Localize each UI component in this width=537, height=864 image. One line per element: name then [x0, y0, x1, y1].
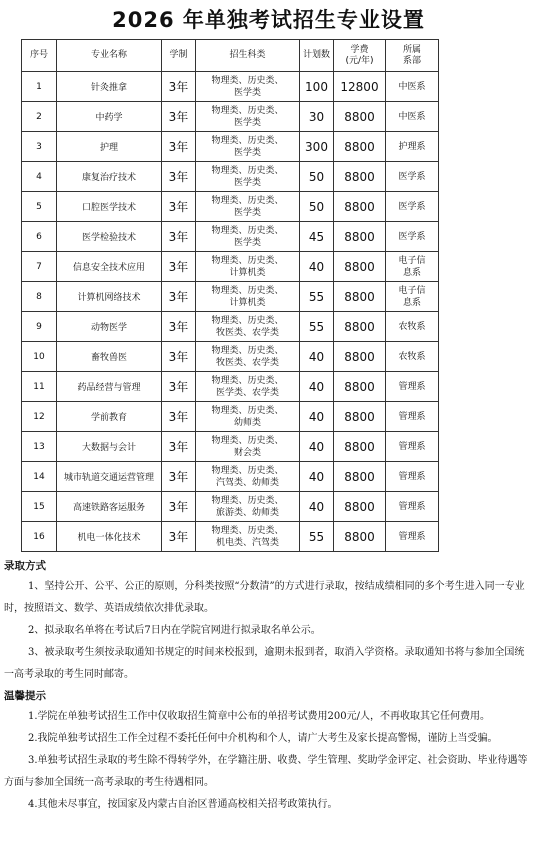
- tips-list: [4, 706, 532, 816]
- department-line: 管理系: [398, 411, 426, 422]
- subject-categories-line: 医学类: [233, 147, 261, 158]
- tip-item: 1.学院在单独考试招生工作中仅收取招生简章中公布的单招考试费用200元/人，不再收取其它任何费用。: [28, 711, 490, 722]
- header-dept-line1: 所属: [402, 44, 421, 55]
- plan-count: 50: [300, 162, 334, 192]
- department-line: 医学系: [398, 231, 426, 242]
- duration: 3年: [162, 312, 196, 342]
- major-name: 护理: [57, 132, 162, 162]
- subject-categories: [196, 162, 300, 192]
- subject-categories-line: 物理类、历史类、: [211, 165, 284, 176]
- subject-categories: [196, 222, 300, 252]
- subject-categories-line: 幼师类: [233, 417, 261, 428]
- subject-categories-line: 医学类: [233, 177, 261, 188]
- department: [386, 252, 439, 282]
- department-line: 中医系: [398, 81, 426, 92]
- department-line: 农牧系: [398, 321, 426, 332]
- subject-categories: [196, 312, 300, 342]
- admission-item: 3、被录取考生须按录取通知书规定的时间来校报到，逾期未报到者，取消入学资格。录取通知书将与参加全国统一高考录取的考生同时邮寄。: [4, 647, 525, 680]
- duration: 3年: [162, 222, 196, 252]
- subject-categories: [196, 432, 300, 462]
- table-row: [22, 492, 439, 522]
- major-name: 药品经营与管理: [57, 372, 162, 402]
- subject-categories: [196, 252, 300, 282]
- department: [386, 132, 439, 162]
- plan-count: 40: [300, 462, 334, 492]
- admission-item: 1、坚持公开、公平、公正的原则，分科类按照“分数清”的方式进行录取，按结成绩相同的多个考生进入同一专业时，按照语文、数学、英语成绩依次排优录取。: [4, 581, 525, 614]
- duration: 3年: [162, 282, 196, 312]
- header-dept-line2: 系部: [402, 55, 421, 66]
- duration: 3年: [162, 372, 196, 402]
- tip-item: 2.我院单独考试招生工作全过程不委托任何中介机构和个人，请广大考生及家长提高警惕，谨防上当受骗。: [28, 733, 498, 744]
- department: [386, 402, 439, 432]
- table-row: [22, 282, 439, 312]
- tuition-fee: 8800: [334, 372, 386, 402]
- table-row: [22, 462, 439, 492]
- row-number: 12: [22, 402, 57, 432]
- plan-count: 30: [300, 102, 334, 132]
- tuition-fee: 12800: [334, 72, 386, 102]
- subject-categories-line: 物理类、历史类、: [211, 135, 284, 146]
- table-header-row: [22, 40, 439, 72]
- major-name: 动物医学: [57, 312, 162, 342]
- duration: 3年: [162, 402, 196, 432]
- department-line: 医学系: [398, 201, 426, 212]
- subject-categories-line: 物理类、历史类、: [211, 225, 284, 236]
- tuition-fee: 8800: [334, 522, 386, 552]
- department-line: 护理系: [398, 141, 426, 152]
- major-name: 计算机网络技术: [57, 282, 162, 312]
- department: [386, 342, 439, 372]
- department-line: 管理系: [398, 441, 426, 452]
- subject-categories-line: 旅游类、幼师类: [215, 507, 279, 518]
- row-number: 9: [22, 312, 57, 342]
- department-line: 中医系: [398, 111, 426, 122]
- department-line: 医学系: [398, 171, 426, 182]
- admission-heading: 录取方式: [4, 560, 46, 572]
- plan-count: 40: [300, 252, 334, 282]
- table-row: [22, 432, 439, 462]
- table-row: [22, 402, 439, 432]
- tuition-fee: 8800: [334, 162, 386, 192]
- tuition-fee: 8800: [334, 102, 386, 132]
- row-number: 10: [22, 342, 57, 372]
- tuition-fee: 8800: [334, 402, 386, 432]
- table-row: [22, 372, 439, 402]
- department-line: 管理系: [398, 501, 426, 512]
- duration: 3年: [162, 192, 196, 222]
- major-name: 城市轨道交通运营管理: [57, 462, 162, 492]
- row-number: 13: [22, 432, 57, 462]
- subject-categories-line: 物理类、历史类、: [211, 105, 284, 116]
- subject-categories: [196, 402, 300, 432]
- duration: 3年: [162, 492, 196, 522]
- department: [386, 162, 439, 192]
- row-number: 5: [22, 192, 57, 222]
- plan-count: 40: [300, 372, 334, 402]
- subject-categories: [196, 462, 300, 492]
- table-row: [22, 102, 439, 132]
- table-row: [22, 72, 439, 102]
- subject-categories-line: 医学类: [233, 117, 261, 128]
- table-row: [22, 192, 439, 222]
- major-name: 康复治疗技术: [57, 162, 162, 192]
- department: [386, 492, 439, 522]
- major-name: 针灸推拿: [57, 72, 162, 102]
- subject-categories-line: 物理类、历史类、: [211, 465, 284, 476]
- tuition-fee: 8800: [334, 342, 386, 372]
- department: [386, 192, 439, 222]
- tuition-fee: 8800: [334, 252, 386, 282]
- duration: 3年: [162, 102, 196, 132]
- subject-categories-line: 物理类、历史类、: [211, 75, 284, 86]
- subject-categories-line: 物理类、历史类、: [211, 345, 284, 356]
- tuition-fee: 8800: [334, 132, 386, 162]
- department: [386, 462, 439, 492]
- duration: 3年: [162, 72, 196, 102]
- plan-count: 40: [300, 402, 334, 432]
- table-row: [22, 222, 439, 252]
- department: [386, 312, 439, 342]
- subject-categories-line: 医学类: [233, 87, 261, 98]
- header-subjects: 招生科类: [196, 40, 300, 72]
- row-number: 7: [22, 252, 57, 282]
- plan-count: 40: [300, 492, 334, 522]
- subject-categories: [196, 342, 300, 372]
- header-fee: [334, 40, 386, 72]
- subject-categories-line: 物理类、历史类、: [211, 285, 284, 296]
- duration: 3年: [162, 462, 196, 492]
- table-row: [22, 132, 439, 162]
- plan-count: 40: [300, 342, 334, 372]
- subject-categories-line: 计算机类: [229, 297, 266, 308]
- department: [386, 372, 439, 402]
- plan-count: 55: [300, 522, 334, 552]
- subject-categories-line: 物理类、历史类、: [211, 255, 284, 266]
- plan-count: 55: [300, 312, 334, 342]
- department-line: 管理系: [398, 471, 426, 482]
- department: [386, 522, 439, 552]
- table-row: [22, 522, 439, 552]
- tip-item: 4.其他未尽事宜，按国家及内蒙古自治区普通高校相关招考政策执行。: [28, 799, 338, 810]
- department-line: 管理系: [398, 381, 426, 392]
- plan-count: 50: [300, 192, 334, 222]
- duration: 3年: [162, 132, 196, 162]
- subject-categories: [196, 282, 300, 312]
- major-name: 中药学: [57, 102, 162, 132]
- tuition-fee: 8800: [334, 432, 386, 462]
- subject-categories-line: 物理类、历史类、: [211, 405, 284, 416]
- tip-item: 3.单独考试招生录取的考生除不得转学外，在学籍注册、收费、学生管理、奖助学金评定、社会资助、毕业待遇等方面与参加全国统一高考录取的考生待遇相同。: [4, 755, 528, 788]
- plan-count: 100: [300, 72, 334, 102]
- header-plan: 计划数: [300, 40, 334, 72]
- plan-count: 300: [300, 132, 334, 162]
- duration: 3年: [162, 522, 196, 552]
- department: [386, 102, 439, 132]
- subject-categories: [196, 372, 300, 402]
- subject-categories-line: 计算机类: [229, 267, 266, 278]
- row-number: 3: [22, 132, 57, 162]
- tuition-fee: 8800: [334, 312, 386, 342]
- major-name: 畜牧兽医: [57, 342, 162, 372]
- table-row: [22, 312, 439, 342]
- table-row: [22, 342, 439, 372]
- tuition-fee: 8800: [334, 192, 386, 222]
- department-line: 息系: [402, 297, 421, 308]
- department-line: 农牧系: [398, 351, 426, 362]
- subject-categories-line: 医学类: [233, 207, 261, 218]
- subject-categories-line: 物理类、历史类、: [211, 495, 284, 506]
- row-number: 16: [22, 522, 57, 552]
- row-number: 2: [22, 102, 57, 132]
- header-years: 学制: [162, 40, 196, 72]
- notes-section: [4, 556, 532, 816]
- row-number: 8: [22, 282, 57, 312]
- subject-categories: [196, 492, 300, 522]
- subject-categories-line: 牧医类、农学类: [215, 327, 279, 338]
- plan-count: 55: [300, 282, 334, 312]
- major-name: 口腔医学技术: [57, 192, 162, 222]
- major-name: 机电一体化技术: [57, 522, 162, 552]
- subject-categories-line: 机电类、汽驾类: [215, 537, 279, 548]
- department-line: 电子信: [398, 285, 426, 296]
- tuition-fee: 8800: [334, 462, 386, 492]
- department: [386, 72, 439, 102]
- subject-categories: [196, 72, 300, 102]
- majors-table: [21, 39, 439, 552]
- subject-categories: [196, 192, 300, 222]
- subject-categories-line: 医学类: [233, 237, 261, 248]
- major-name: 信息安全技术应用: [57, 252, 162, 282]
- department: [386, 222, 439, 252]
- tips-heading: 温馨提示: [4, 690, 46, 702]
- header-fee-unit: (元/年): [345, 55, 374, 66]
- subject-categories-line: 财会类: [233, 447, 261, 458]
- subject-categories: [196, 522, 300, 552]
- row-number: 1: [22, 72, 57, 102]
- duration: 3年: [162, 252, 196, 282]
- row-number: 14: [22, 462, 57, 492]
- department-line: 息系: [402, 267, 421, 278]
- subject-categories-line: 物理类、历史类、: [211, 435, 284, 446]
- department-line: 管理系: [398, 531, 426, 542]
- plan-count: 40: [300, 432, 334, 462]
- plan-count: 45: [300, 222, 334, 252]
- admission-list: [4, 576, 532, 686]
- duration: 3年: [162, 432, 196, 462]
- department-line: 电子信: [398, 255, 426, 266]
- major-name: 大数据与会计: [57, 432, 162, 462]
- table-row: [22, 162, 439, 192]
- major-name: 学前教育: [57, 402, 162, 432]
- major-name: 高速铁路客运服务: [57, 492, 162, 522]
- header-dept: [386, 40, 439, 72]
- department: [386, 432, 439, 462]
- duration: 3年: [162, 342, 196, 372]
- header-fee-label: 学费: [350, 44, 369, 55]
- row-number: 11: [22, 372, 57, 402]
- subject-categories-line: 物理类、历史类、: [211, 315, 284, 326]
- subject-categories: [196, 132, 300, 162]
- header-no: 序号: [22, 40, 57, 72]
- subject-categories-line: 物理类、历史类、: [211, 375, 284, 386]
- subject-categories-line: 物理类、历史类、: [211, 525, 284, 536]
- page-title: 2026 年单独考试招生专业设置: [112, 8, 425, 32]
- duration: 3年: [162, 162, 196, 192]
- tuition-fee: 8800: [334, 492, 386, 522]
- subject-categories-line: 物理类、历史类、: [211, 195, 284, 206]
- row-number: 4: [22, 162, 57, 192]
- admission-item: 2、拟录取名单将在考试后7日内在学院官网进行拟录取名单公示。: [28, 625, 321, 636]
- tuition-fee: 8800: [334, 282, 386, 312]
- subject-categories: [196, 102, 300, 132]
- major-name: 医学检验技术: [57, 222, 162, 252]
- department: [386, 282, 439, 312]
- row-number: 6: [22, 222, 57, 252]
- tuition-fee: 8800: [334, 222, 386, 252]
- subject-categories-line: 牧医类、农学类: [215, 357, 279, 368]
- table-row: [22, 252, 439, 282]
- subject-categories-line: 医学类、农学类: [215, 387, 279, 398]
- subject-categories-line: 汽驾类、幼师类: [215, 477, 279, 488]
- header-name: 专业名称: [57, 40, 162, 72]
- row-number: 15: [22, 492, 57, 522]
- table-body: [22, 72, 439, 552]
